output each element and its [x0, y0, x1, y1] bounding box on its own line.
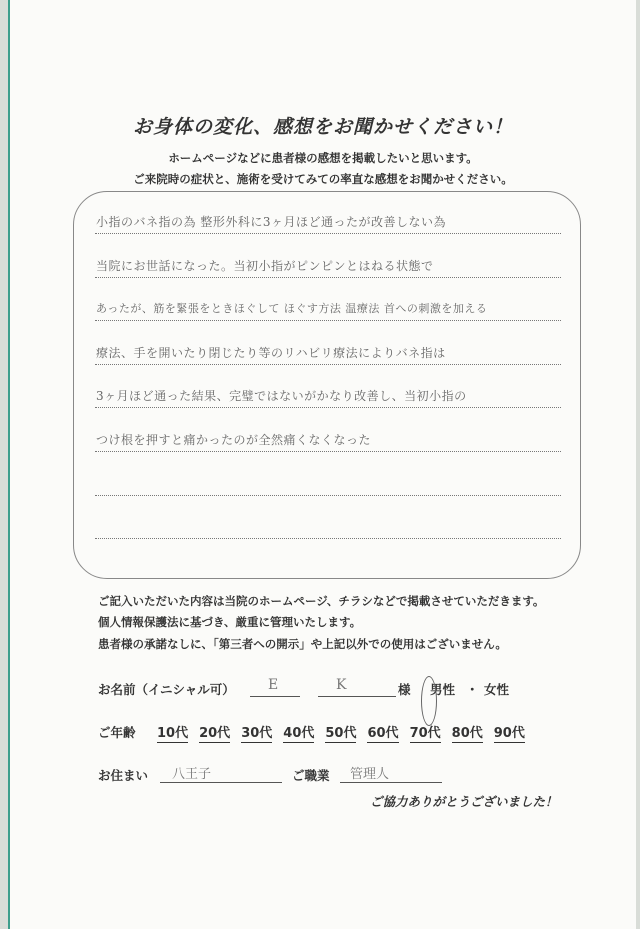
name-label: お名前（イニシャル可）: [98, 682, 235, 697]
comment-box: [73, 191, 581, 579]
testimonial-line: 小指のバネ指の為 整形外科に3ヶ月ほど通ったが改善しない為: [96, 215, 446, 229]
testimonial-line: あったが、筋を緊張をときほぐして ほぐす方法 温療法 首への刺激を加える: [96, 302, 488, 315]
name-initial-1-value: E: [268, 677, 279, 693]
gender-male-option[interactable]: 男性: [430, 682, 456, 697]
honorific: 様: [398, 682, 411, 697]
testimonial-line: 当院にお世話になった。当初小指がピンピンとはねる状態で: [96, 259, 434, 273]
address-label: お住まい: [98, 768, 149, 783]
age-option-20[interactable]: 20代: [199, 722, 230, 743]
age-option-30[interactable]: 30代: [241, 722, 272, 743]
age-option-60[interactable]: 60代: [367, 722, 398, 743]
form-title: お身体の変化、感想をお聞かせください！: [132, 116, 513, 138]
ruled-line: [95, 364, 561, 365]
ruled-line: [95, 233, 561, 234]
age-option-70[interactable]: 70代: [410, 722, 441, 743]
ruled-line: [95, 407, 561, 408]
ruled-line: [95, 277, 561, 278]
ruled-line: [95, 538, 561, 539]
form-subtitle-1: ホームページなどに患者様の感想を掲載したいと思います。: [168, 151, 478, 165]
gender-separator: ・: [466, 682, 479, 697]
age-option-10[interactable]: 10代: [157, 722, 188, 743]
occupation-label: ご職業: [292, 768, 330, 783]
privacy-notice-3: 患者様の承諾なしに、「第三者への開示」や上記以外での使用はございません。: [98, 637, 507, 651]
testimonial-line: つけ根を押すと痛かったのが全然痛くなくなった: [96, 433, 372, 447]
ruled-line: [95, 495, 561, 496]
ruled-line: [95, 451, 561, 452]
age-option-40[interactable]: 40代: [283, 722, 314, 743]
selection-circle-mark: [421, 676, 437, 726]
age-option-90[interactable]: 90代: [494, 722, 525, 743]
age-label: ご年齢: [98, 725, 136, 740]
form-subtitle-2: ご来院時の症状と、施術を受けてみての率直な感想をお聞かせください。: [133, 172, 513, 186]
age-option-50[interactable]: 50代: [325, 722, 356, 743]
closing-message: ご協力ありがとうございました！: [370, 794, 558, 809]
name-initial-2-field[interactable]: [318, 678, 396, 697]
testimonial-line: 療法、手を開いたり閉じたり等のリハビリ療法によりバネ指は: [96, 346, 446, 360]
name-initial-2-value: K: [336, 677, 347, 693]
age-option-80[interactable]: 80代: [452, 722, 483, 743]
occupation-value: 管理人: [350, 767, 390, 782]
gender-female-option[interactable]: 女性: [484, 682, 510, 697]
ruled-line: [95, 320, 561, 321]
age-options: [157, 722, 525, 743]
address-value: 八王子: [172, 767, 212, 782]
testimonial-line: 3ヶ月ほど通った結果、完璧ではないがかなり改善し、当初小指の: [96, 389, 467, 403]
privacy-notice-2: 個人情報保護法に基づき、厳重に管理いたします。: [98, 615, 362, 629]
privacy-notice-1: ご記入いただいた内容は当院のホームページ、チラシなどで掲載させていただきます。: [98, 594, 545, 608]
